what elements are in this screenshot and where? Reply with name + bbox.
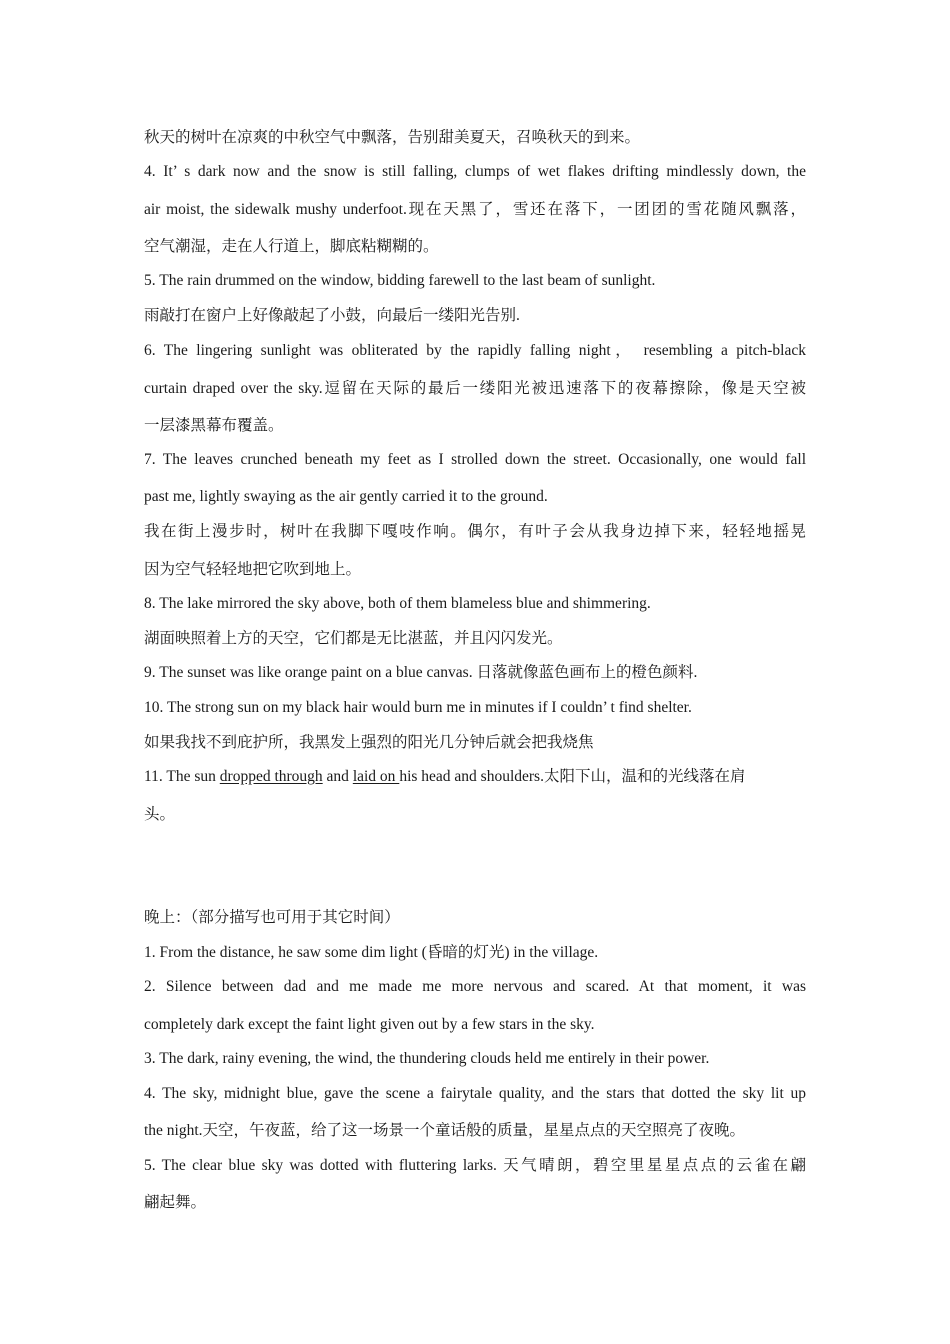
underlined-phrase-laid-on: laid on (352, 768, 400, 785)
underlined-phrase-dropped-through: dropped through (219, 768, 323, 785)
autumn-sentence-10-line-2: 如果我找不到庇护所，我黑发上强烈的阳光几分钟后就会把我烧焦 (144, 734, 594, 751)
autumn-intro-line: 秋天的树叶在凉爽的中秋空气中飘落，告别甜美夏天，召唤秋天的到来。 (144, 129, 641, 146)
autumn-sentence-4-line-1: 4. It’ s dark now and the snow is still falling, clumps of wet flakes drifting mindlessly down, the (144, 163, 806, 180)
autumn-sentence-6-line-1: 6. The lingering sunlight was obliterated by the rapidly falling night， resembling a pitch-black (144, 342, 806, 359)
autumn-sentence-5-line-1: 5. The rain drummed on the window, bidding farewell to the last beam of sunlight. (144, 272, 656, 289)
sentence-11-prefix: 11. The sun (144, 768, 220, 785)
autumn-sentence-6-line-2: curtain draped over the sky.逗留在天际的最后一缕阳光被迅速落下的夜幕擦除，像是天空被 (144, 380, 806, 397)
autumn-sentence-4-line-3: 空气潮湿，走在人行道上，脚底粘糊糊的。 (144, 238, 439, 255)
autumn-sentence-4-line-2: air moist, the sidewalk mushy underfoot.现在天黑了，雪还在落下，一团团的雪花随风飘落， (144, 201, 806, 218)
evening-section-heading: 晚上：（部分描写也可用于其它时间） (144, 909, 400, 926)
autumn-sentence-11-line-2: 头。 (144, 806, 176, 823)
evening-sentence-4-line-1: 4. The sky, midnight blue, gave the scene a fairytale quality, and the stars that dotted the sky lit up (144, 1085, 806, 1102)
autumn-sentence-5-line-2: 雨敲打在窗户上好像敲起了小鼓，向最后一缕阳光告别. (144, 307, 520, 324)
autumn-sentence-7-line-3: 我在街上漫步时，树叶在我脚下嘎吱作响。偶尔，有叶子会从我身边掉下来，轻轻地摇晃 (144, 523, 806, 540)
autumn-sentence-7-line-2: past me, lightly swaying as the air gently carried it to the ground. (144, 488, 548, 505)
sentence-11-suffix: his head and shoulders.太阳下山，温和的光线落在肩 (399, 768, 746, 785)
evening-sentence-5-line-2: 翩起舞。 (144, 1194, 207, 1211)
autumn-sentence-9-line-1: 9. The sunset was like orange paint on a blue canvas. 日落就像蓝色画布上的橙色颜料. (144, 664, 698, 681)
autumn-sentence-8-line-2: 湖面映照着上方的天空，它们都是无比湛蓝，并且闪闪发光。 (144, 630, 563, 647)
evening-sentence-1-line-1: 1. From the distance, he saw some dim light (昏暗的灯光) in the village. (144, 944, 599, 961)
evening-sentence-5-line-1: 5. The clear blue sky was dotted with fluttering larks. 天气晴朗，碧空里星星点点的云雀在翩 (144, 1157, 806, 1174)
evening-sentence-2-line-2: completely dark except the faint light given out by a few stars in the sky. (144, 1016, 595, 1033)
autumn-sentence-7-line-1: 7. The leaves crunched beneath my feet as I strolled down the street. Occasionally, one would fall (144, 451, 806, 468)
evening-sentence-3-line-1: 3. The dark, rainy evening, the wind, the thundering clouds held me entirely in their power. (144, 1050, 710, 1067)
evening-sentence-4-line-2: the night.天空，午夜蓝，给了这一场景一个童话般的质量，星星点点的天空照亮了夜晚。 (144, 1122, 746, 1139)
autumn-sentence-6-line-3: 一层漆黑幕布覆盖。 (144, 417, 284, 434)
autumn-sentence-10-line-1: 10. The strong sun on my black hair would burn me in minutes if I couldn’ t find shelter. (144, 699, 692, 716)
evening-sentence-2-line-1: 2. Silence between dad and me made me more nervous and scared. At that moment, it was (144, 978, 806, 995)
autumn-sentence-11-line-1 (144, 767, 806, 787)
autumn-sentence-8-line-1: 8. The lake mirrored the sky above, both of them blameless blue and shimmering. (144, 595, 651, 612)
autumn-sentence-7-line-4: 因为空气轻轻地把它吹到地上。 (144, 561, 362, 578)
sentence-11-mid: and (322, 768, 353, 785)
